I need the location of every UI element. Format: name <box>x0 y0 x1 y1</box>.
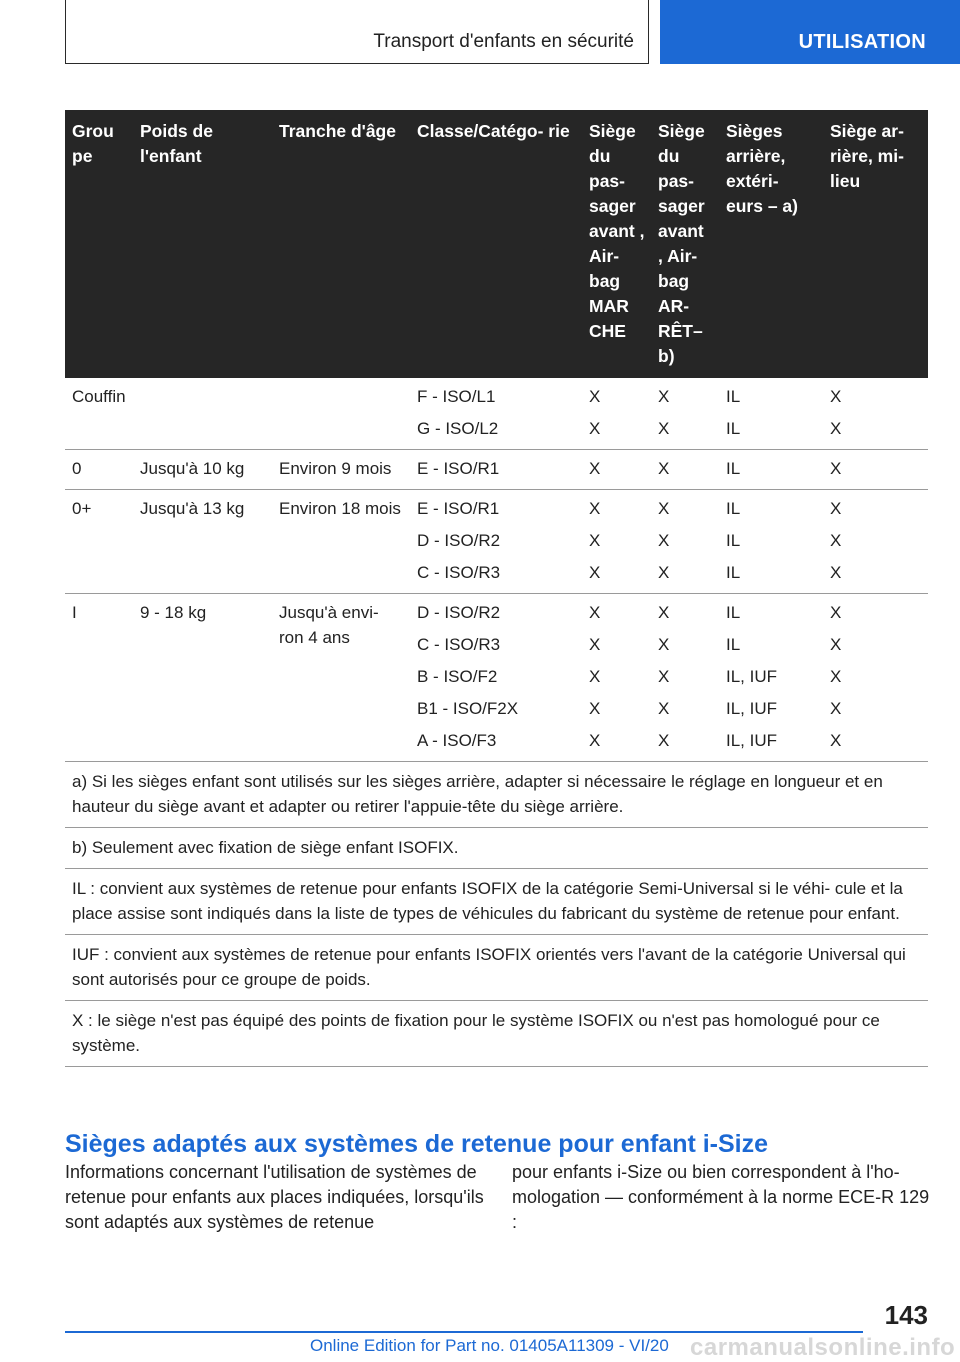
cell-class <box>410 450 582 490</box>
footnote-text: IUF : convient aux systèmes de retenue pour enfants ISOFIX orientés vers l'avant de la catégorie Universal qui sont autorisés pour ce groupe de poids. <box>65 935 928 1001</box>
cell-front-airbag-on-value: X <box>589 603 601 622</box>
cell-front-airbag-off-value: X <box>658 635 670 654</box>
cell-rear-middle-value: X <box>830 459 842 478</box>
cell-rear-middle-value: X <box>830 699 842 718</box>
footnote-row <box>65 762 928 828</box>
cell-front-airbag-on-value: X <box>589 387 601 406</box>
cell-front-airbag-off <box>651 490 719 594</box>
cell-weight: Jusqu'à 13 kg <box>133 490 272 594</box>
chapter-title: Transport d'enfants en sécurité <box>373 31 634 52</box>
cell-rear-middle <box>823 378 928 450</box>
cell-front-airbag-off-value: X <box>658 667 670 686</box>
cell-class <box>410 378 582 450</box>
chapter-header <box>65 0 649 64</box>
page-number: 143 <box>884 1300 928 1330</box>
section-body-left: Informations concernant l'utilisation de systèmes de retenue pour enfants aux places indiquées, lorsqu'ils sont adaptés aux systèmes de retenue <box>65 1162 484 1232</box>
cell-class <box>410 490 582 594</box>
footnote-text: a) Si les sièges enfant sont utilisés sur les sièges arrière, adapter si nécessaire le réglage en longueur et en hauteur du siège avant et adapter ou retirer l'appuie-tête du siège arrière. <box>65 762 928 828</box>
cell-front-airbag-off-value: X <box>658 459 670 478</box>
cell-class-value: G - ISO/L2 <box>417 419 499 438</box>
table-row <box>65 594 928 762</box>
cell-rear-middle-value: X <box>830 635 842 654</box>
section-body-right: pour enfants i-Size ou bien correspondent à l'ho- mologation — conformément à la norme ECE-R 129 : <box>512 1162 930 1232</box>
cell-rear-middle-value: X <box>830 731 842 750</box>
footer-divider <box>65 1331 863 1333</box>
cell-front-airbag-off-value: X <box>658 699 670 718</box>
footer-edition: Online Edition for Part no. 01405A11309 - VI/20 <box>310 1336 669 1355</box>
cell-front-airbag-off <box>651 378 719 450</box>
cell-rear-outer <box>719 490 823 594</box>
cell-class-value: D - ISO/R2 <box>417 531 501 550</box>
cell-group: I <box>65 594 133 762</box>
cell-front-airbag-off-value: X <box>658 387 670 406</box>
cell-class-value: C - ISO/R3 <box>417 563 501 582</box>
cell-rear-middle <box>823 594 928 762</box>
cell-class-value: E - ISO/R1 <box>417 499 500 518</box>
footnote-text: b) Seulement avec fixation de siège enfant ISOFIX. <box>65 828 928 869</box>
col-header-rear-middle: Siège ar- rière, mi- lieu <box>823 110 928 378</box>
table-row <box>65 490 928 594</box>
child-seat-table <box>65 110 928 1067</box>
footnote-row <box>65 1001 928 1067</box>
cell-rear-outer <box>719 450 823 490</box>
cell-class-value: B1 - ISO/F2X <box>417 699 519 718</box>
footnote-text: IL : convient aux systèmes de retenue pour enfants ISOFIX de la catégorie Semi-Universal si le véhi- cule et la place assise sont indiqués dans la liste de types de véhicules du fabricant du système de retenue pour enfant. <box>65 869 928 935</box>
cell-front-airbag-on-value: X <box>589 459 601 478</box>
cell-rear-outer-value: IL <box>726 419 741 438</box>
col-header-age: Tranche d'âge <box>272 110 410 378</box>
cell-age: Environ 9 mois <box>272 450 410 490</box>
cell-front-airbag-on-value: X <box>589 731 601 750</box>
section-tab[interactable] <box>660 0 960 64</box>
cell-rear-outer <box>719 378 823 450</box>
cell-class-value: C - ISO/R3 <box>417 635 501 654</box>
cell-front-airbag-on-value: X <box>589 499 601 518</box>
table-row <box>65 450 928 490</box>
watermark-logo: carmanualsonline.info <box>690 1334 956 1361</box>
table-row <box>65 378 928 450</box>
cell-front-airbag-off <box>651 450 719 490</box>
cell-rear-outer-value: IL <box>726 603 741 622</box>
cell-class-value: A - ISO/F3 <box>417 731 497 750</box>
cell-rear-outer-value: IL <box>726 635 741 654</box>
cell-weight: Jusqu'à 10 kg <box>133 450 272 490</box>
cell-class-value: E - ISO/R1 <box>417 459 500 478</box>
cell-front-airbag-off-value: X <box>658 419 670 438</box>
cell-front-airbag-off-value: X <box>658 603 670 622</box>
cell-age <box>272 378 410 450</box>
cell-group: 0 <box>65 450 133 490</box>
cell-rear-middle-value: X <box>830 667 842 686</box>
cell-rear-outer-value: IL <box>726 531 741 550</box>
table-header-row <box>65 110 928 378</box>
cell-front-airbag-off-value: X <box>658 499 670 518</box>
cell-front-airbag-off-value: X <box>658 563 670 582</box>
cell-age: Jusqu'à envi- ron 4 ans <box>272 594 410 762</box>
footnote-row <box>65 869 928 935</box>
col-header-rear-outer: Sièges arrière, extéri- eurs – a) <box>719 110 823 378</box>
cell-class-value: B - ISO/F2 <box>417 667 498 686</box>
col-header-front-airbag-off: Siège du pas- sager avant , Air- bag AR- RÊT– b) <box>651 110 719 378</box>
cell-rear-outer-value: IL <box>726 499 741 518</box>
cell-rear-middle-value: X <box>830 387 842 406</box>
cell-front-airbag-on-value: X <box>589 531 601 550</box>
cell-front-airbag-on <box>582 450 651 490</box>
cell-group: 0+ <box>65 490 133 594</box>
cell-age: Environ 18 mois <box>272 490 410 594</box>
cell-rear-outer-value: IL <box>726 563 741 582</box>
footnote-text: X : le siège n'est pas équipé des points de fixation pour le système ISOFIX ou n'est pas homologué pour ce système. <box>65 1001 928 1067</box>
cell-rear-middle <box>823 450 928 490</box>
cell-class-value: D - ISO/R2 <box>417 603 501 622</box>
cell-front-airbag-on-value: X <box>589 667 601 686</box>
cell-rear-middle-value: X <box>830 603 842 622</box>
cell-rear-outer-value: IL, IUF <box>726 731 778 750</box>
cell-rear-middle-value: X <box>830 563 842 582</box>
cell-rear-outer-value: IL <box>726 459 741 478</box>
cell-front-airbag-on-value: X <box>589 635 601 654</box>
col-header-group: Grou pe <box>65 110 133 378</box>
col-header-class: Classe/Catégo- rie <box>410 110 582 378</box>
cell-rear-middle <box>823 490 928 594</box>
cell-class-value: F - ISO/L1 <box>417 387 496 406</box>
cell-class <box>410 594 582 762</box>
cell-front-airbag-on-value: X <box>589 699 601 718</box>
cell-front-airbag-on-value: X <box>589 563 601 582</box>
footnote-row <box>65 935 928 1001</box>
cell-front-airbag-off-value: X <box>658 531 670 550</box>
col-header-weight: Poids de l'enfant <box>133 110 272 378</box>
cell-rear-middle-value: X <box>830 531 842 550</box>
section-heading: Sièges adaptés aux systèmes de retenue pour enfant i-Size <box>65 1130 769 1158</box>
cell-rear-outer <box>719 594 823 762</box>
cell-front-airbag-off-value: X <box>658 731 670 750</box>
cell-rear-outer-value: IL, IUF <box>726 667 778 686</box>
cell-front-airbag-on <box>582 490 651 594</box>
cell-front-airbag-on <box>582 378 651 450</box>
cell-rear-middle-value: X <box>830 499 842 518</box>
cell-weight: 9 - 18 kg <box>133 594 272 762</box>
cell-weight <box>133 378 272 450</box>
footnote-row <box>65 828 928 869</box>
cell-rear-outer-value: IL <box>726 387 741 406</box>
section-tab-label: UTILISATION <box>798 31 926 53</box>
col-header-front-airbag-on: Siège du pas- sager avant , Air- bag MAR CHE <box>582 110 651 378</box>
cell-group: Couffin <box>65 378 133 450</box>
cell-rear-middle-value: X <box>830 419 842 438</box>
cell-front-airbag-on <box>582 594 651 762</box>
cell-front-airbag-on-value: X <box>589 419 601 438</box>
cell-front-airbag-off <box>651 594 719 762</box>
cell-rear-outer-value: IL, IUF <box>726 699 778 718</box>
